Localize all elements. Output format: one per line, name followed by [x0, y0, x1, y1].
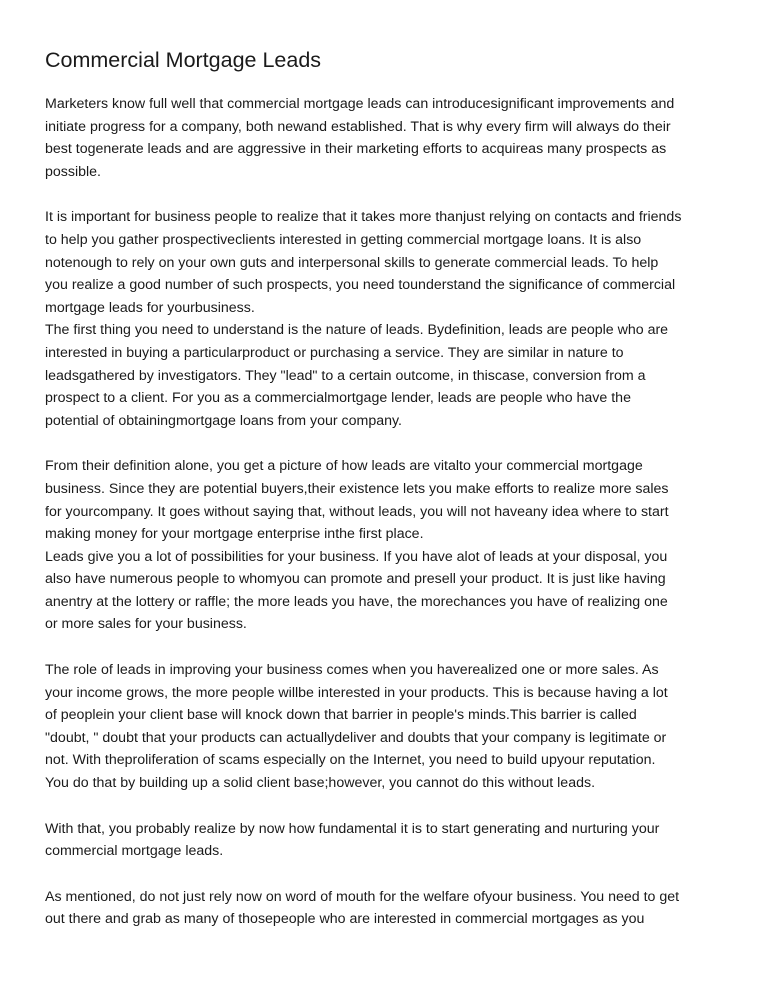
paragraph: [45, 93, 735, 183]
text-line: out there and grab as many of thosepeople who are interested in commercial mortgages as you: [45, 911, 645, 928]
paragraph-gap: [45, 432, 735, 455]
text-line: business. Since they are potential buyers,their existence lets you make efforts to realize more sales: [45, 480, 669, 497]
text-line: to help you gather prospectiveclients interested in getting commercial mortgage loans. It is also: [45, 231, 642, 248]
text-line: anentry at the lottery or raffle; the more leads you have, the morechances you have of realizing one: [45, 593, 668, 610]
text-line: leadsgathered by investigators. They "lead" to a certain outcome, in thiscase, conversion from a: [45, 367, 646, 384]
paragraph-gap: [45, 183, 735, 206]
paragraph: [45, 818, 735, 863]
text-line: Leads give you a lot of possibilities for your business. If you have alot of leads at your disposal, you: [45, 548, 668, 565]
paragraph: [45, 886, 735, 931]
text-line: for yourcompany. It goes without saying that, without leads, you will not haveany idea where to start: [45, 503, 669, 520]
text-line: or more sales for your business.: [45, 616, 247, 633]
paragraph-gap: [45, 795, 735, 818]
text-line: making money for your mortgage enterprise inthe first place.: [45, 526, 424, 543]
text-line: interested in buying a particularproduct or purchasing a service. They are similar in nature to: [45, 344, 624, 361]
document-page: [45, 44, 735, 931]
text-line: You do that by building up a solid client base;however, you cannot do this without leads.: [45, 775, 596, 792]
text-line: The role of leads in improving your business comes when you haverealized one or more sales. As: [45, 662, 659, 679]
text-line: you realize a good number of such prospects, you need tounderstand the significance of commercial: [45, 277, 676, 294]
text-line: of peoplein your client base will knock down that barrier in people's minds.This barrier is called: [45, 707, 637, 724]
text-line: prospect to a client. For you as a commercialmortgage lender, leads are people who have the: [45, 390, 631, 407]
text-line: As mentioned, do not just rely now on word of mouth for the welfare ofyour business. You need to get: [45, 888, 680, 905]
text-line: initiate progress for a company, both newand established. That is why every firm will always do their: [45, 118, 671, 135]
text-line: The first thing you need to understand is the nature of leads. Bydefinition, leads are people who are: [45, 322, 669, 339]
text-line: commercial mortgage leads.: [45, 843, 224, 860]
text-line: notenough to rely on your own guts and interpersonal skills to generate commercial leads. To help: [45, 254, 659, 271]
document-body: [45, 93, 735, 931]
text-line: "doubt, " doubt that your products can actuallydeliver and doubts that your company is legitimate or: [45, 729, 667, 746]
text-line: From their definition alone, you get a picture of how leads are vitalto your commercial mortgage: [45, 458, 643, 475]
text-line: mortgage leads for yourbusiness.: [45, 299, 255, 316]
text-line: It is important for business people to realize that it takes more thanjust relying on contacts and friends: [45, 209, 682, 226]
text-line: potential of obtainingmortgage loans from your company.: [45, 412, 402, 429]
text-line: Marketers know full well that commercial mortgage leads can introducesignificant improvements and: [45, 96, 675, 112]
text-line: not. With theproliferation of scams especially on the Internet, you need to build upyour reputation.: [45, 752, 656, 769]
paragraph-gap: [45, 863, 735, 886]
text-line: With that, you probably realize by now how fundamental it is to start generating and nurturing your: [45, 820, 660, 837]
paragraph: [45, 455, 735, 636]
paragraph: [45, 659, 735, 795]
text-line: also have numerous people to whomyou can promote and presell your product. It is just like having: [45, 571, 666, 588]
paragraph: [45, 206, 735, 432]
text-line: best togenerate leads and are aggressive in their marketing efforts to acquireas many prospects as: [45, 141, 667, 158]
page-title: Commercial Mortgage Leads: [45, 48, 322, 72]
paragraph-gap: [45, 636, 735, 659]
text-line: possible.: [45, 163, 101, 180]
text-line: your income grows, the more people willbe interested in your products. This is because having a lot: [45, 684, 668, 701]
